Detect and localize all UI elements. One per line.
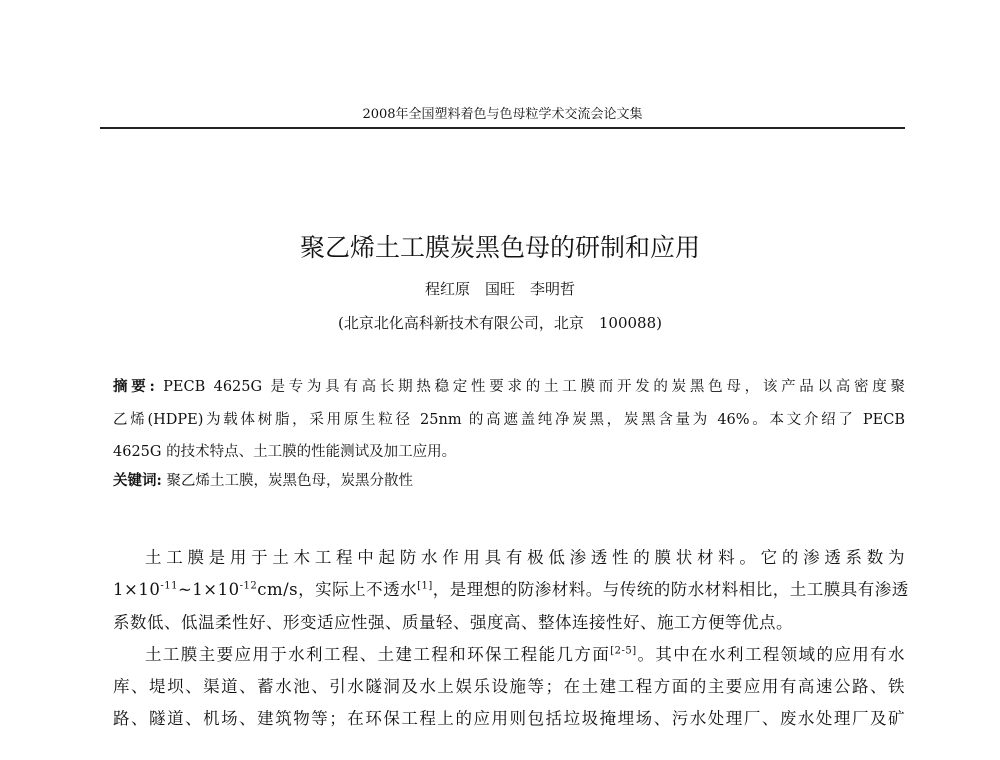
affiliation: (北京北化高科新技术有限公司，北京 100088) <box>338 314 662 332</box>
keywords-label: 关键词: <box>113 472 162 489</box>
body-line: 系数低、低温柔性好、形变适应性强、质量轻、强度高、整体连接性好、施工方便等优点。 <box>113 613 793 632</box>
citation: [1] <box>417 580 433 592</box>
paper-title: 聚乙烯土工膜炭黑色母的研制和应用 <box>299 233 700 262</box>
body-line: 土工膜主要应用于水利工程、土建工程和环保工程能几方面[2-5]。其中在水利工程领域的应用有水 <box>145 645 906 664</box>
running-header: 2008年全国塑料着色与色母粒学术交流会论文集 <box>362 107 643 122</box>
header-rule <box>100 127 905 129</box>
body-line: 路、隧道、机场、建筑物等；在环保工程上的应用则包括垃圾掩埋场、污水处理厂、废水处理厂及矿 <box>113 709 905 728</box>
body-line: 土工膜是用于土木工程中起防水作用具有极低渗透性的膜状材料。它的渗透系数为 <box>145 548 905 567</box>
keywords-line <box>113 469 905 490</box>
abstract-label: 摘要: <box>113 378 155 395</box>
body-line: $1\times 10^{-11}\sim 1\times 10^{-12}cm/s$，实际上不透水[1]，是理想的防渗材料。与传统的防水材料相比，土工膜具有渗透 <box>113 580 909 599</box>
authors: 程红原 国旺 李明哲 <box>424 280 575 298</box>
body-line: 库、堤坝、渠道、蓄水池、引水隧洞及水上娱乐设施等；在土建工程方面的主要应用有高速公路、铁 <box>113 677 905 696</box>
abstract-line: 摘要: PECB 4625G 是专为具有高长期热稳定性要求的土工膜而开发的炭黑色母，该产品以高密度聚 <box>113 378 905 395</box>
citation: [2-5] <box>610 645 637 657</box>
abstract-line: 4625G 的技术特点、土工膜的性能测试及加工应用。 <box>113 444 457 460</box>
abstract-line: 乙烯(HDPE)为载体树脂，采用原生粒径 25nm 的高遮盖纯净炭黑，炭黑含量为 46%。本文介绍了 PECB <box>113 412 905 428</box>
keywords-text: 聚乙烯土工膜，炭黑色母，炭黑分散性 <box>161 473 413 489</box>
